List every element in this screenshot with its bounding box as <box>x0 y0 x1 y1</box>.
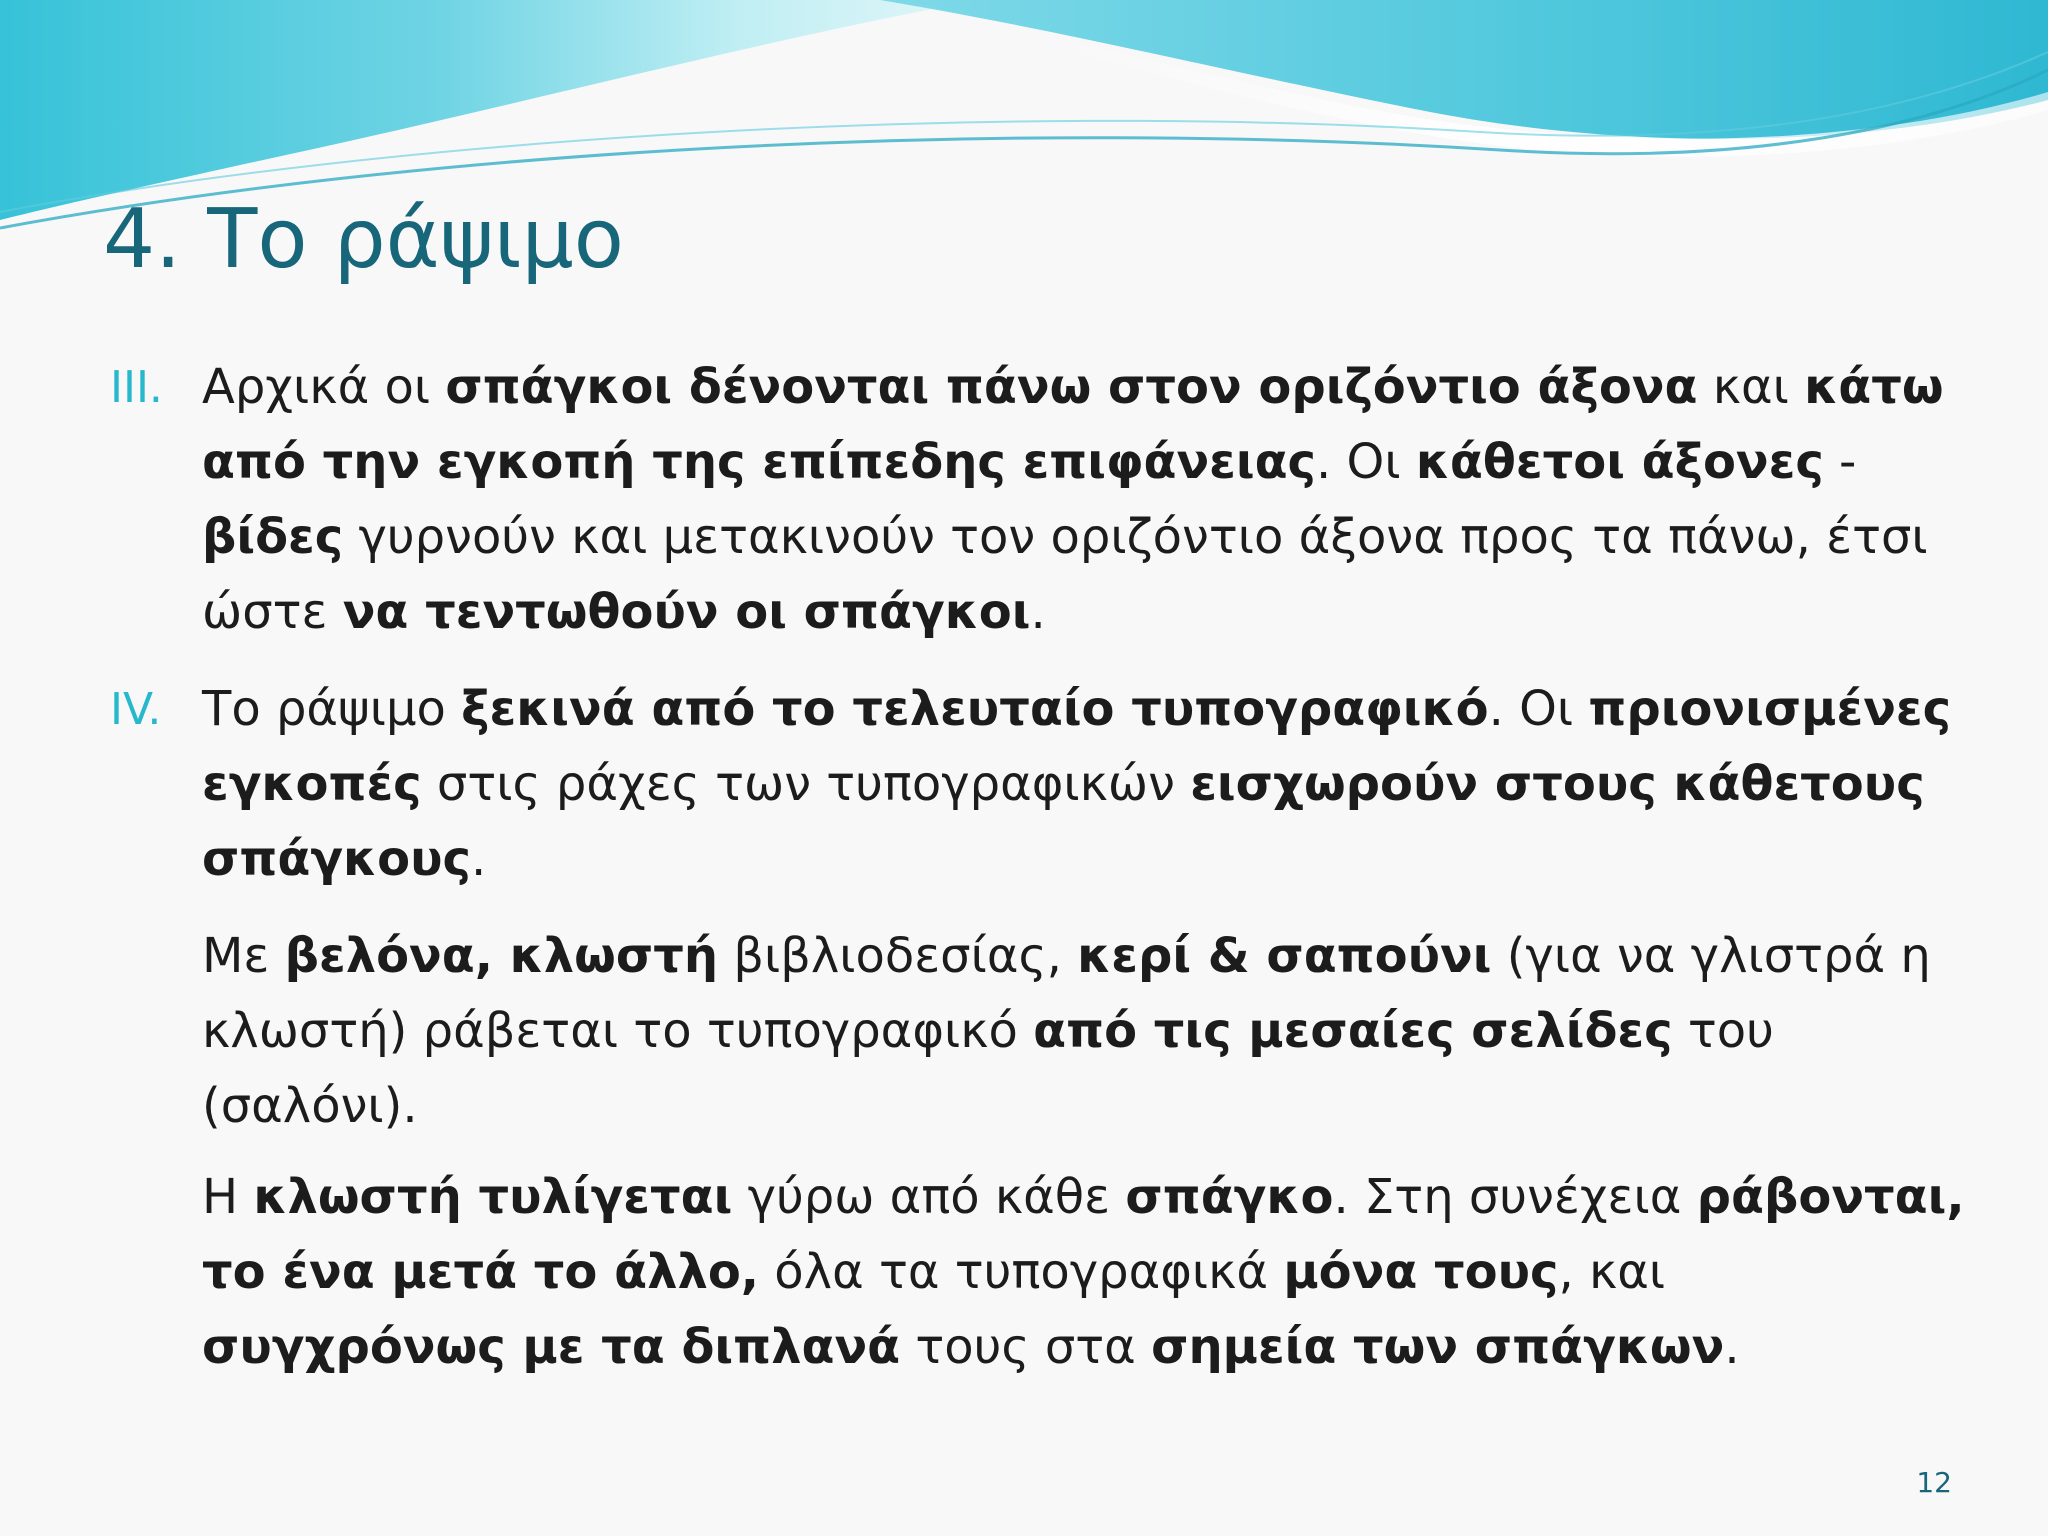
bullet-list <box>110 350 1980 1401</box>
bold-text: βίδες <box>202 509 344 565</box>
body-text: όλα τα τυπογραφικά <box>759 1244 1284 1300</box>
body-text: . <box>1724 1319 1740 1375</box>
bullet-item <box>110 919 1980 1144</box>
page-number: 12 <box>1916 1466 1952 1499</box>
bold-text: ράβονται, το ένα μετά το άλλο, <box>202 1169 1965 1300</box>
bold-text: βελόνα, κλωστή <box>284 928 719 984</box>
body-text: . <box>1030 584 1046 640</box>
bold-text: να τεντωθούν οι σπάγκοι <box>342 584 1031 640</box>
bold-text: ξεκινά από το τελευταίο τυπογραφικό <box>461 681 1489 737</box>
body-text: βιβλιοδεσίας, <box>718 928 1078 984</box>
bullet-marker: IV. <box>110 684 162 735</box>
body-text: τους στα <box>900 1319 1152 1375</box>
body-text: Με <box>202 928 285 984</box>
wave-band-right <box>880 0 2048 139</box>
bold-text: σημεία των σπάγκων <box>1151 1319 1725 1375</box>
bullet-item <box>110 672 1980 897</box>
bold-text: κλωστή τυλίγεται <box>253 1169 733 1225</box>
body-text: Το ράψιμο <box>202 681 462 737</box>
bold-text: από τις μεσαίες σελίδες <box>1033 1003 1673 1059</box>
bold-text: σπάγκοι δένονται πάνω στον οριζόντιο άξονα <box>445 359 1698 415</box>
body-text: στις ράχες των τυπογραφικών <box>421 756 1191 812</box>
body-text: γυρνούν και μετακινούν τον οριζόντιο άξονα προς τα πάνω, έτσι ώστε <box>202 509 1928 640</box>
bold-text: πριονισμένες εγκοπές <box>202 681 1952 812</box>
body-text: γύρω από κάθε <box>732 1169 1126 1225</box>
bullet-item <box>110 1160 1980 1385</box>
bullet-marker: III. <box>110 362 163 413</box>
body-text: . Στη συνέχεια <box>1333 1169 1697 1225</box>
bold-text: κάτω από την εγκοπή της επίπεδης επιφάνειας <box>202 359 1944 490</box>
bold-text: εισχωρούν στους κάθετους σπάγκους <box>202 756 1925 887</box>
bold-text: συγχρόνως με τα διπλανά <box>202 1319 901 1375</box>
bold-text: κερί & σαπούνι <box>1077 928 1492 984</box>
body-text: Αρχικά οι <box>202 359 446 415</box>
body-text: (για να γλιστρά η κλωστή) ράβεται το τυπογραφικό <box>202 928 1931 1059</box>
body-text: . Οι <box>1316 434 1416 490</box>
bold-text: μόνα τους <box>1283 1244 1559 1300</box>
bullet-item <box>110 350 1980 650</box>
body-text: Η <box>202 1169 254 1225</box>
body-text: - <box>1823 434 1857 490</box>
body-text: . <box>470 831 487 887</box>
body-text: , και <box>1558 1244 1666 1300</box>
slide-title: 4. Το ράψιμο <box>103 192 624 287</box>
body-text: του (σαλόνι). <box>202 1003 1774 1134</box>
body-text: και <box>1697 359 1805 415</box>
body-text: . Οι <box>1488 681 1589 737</box>
bold-text: κάθετοι άξονες <box>1415 434 1824 490</box>
bold-text: σπάγκο <box>1125 1169 1334 1225</box>
